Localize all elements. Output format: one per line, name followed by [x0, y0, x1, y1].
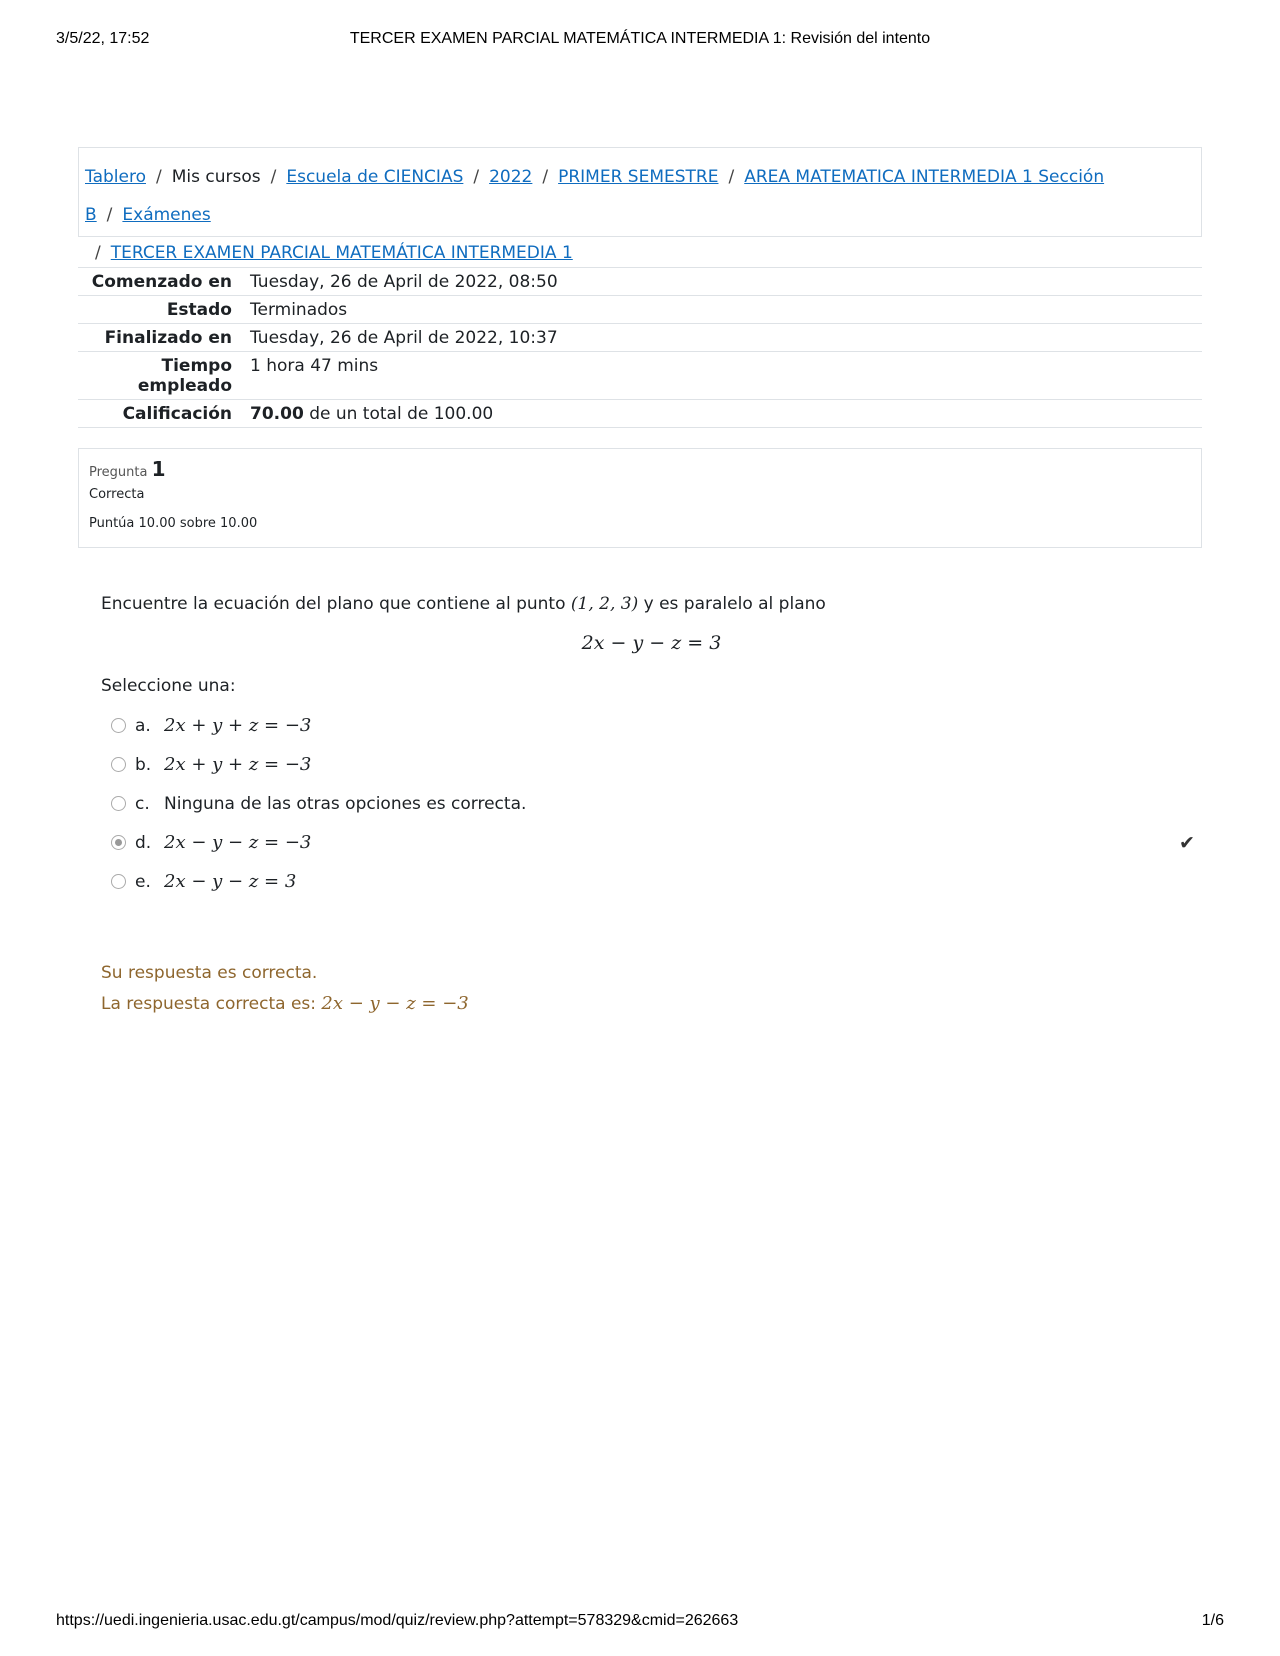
- answer-option-d[interactable]: [111, 823, 1202, 862]
- question-text-after: y es paralelo al plano: [643, 594, 826, 614]
- grade-value: [240, 400, 1202, 428]
- question-info-box: [78, 448, 1202, 548]
- feedback-right-answer: [101, 993, 1202, 1014]
- answer-letter: e.: [135, 871, 151, 892]
- summary-row-state: [78, 296, 1202, 324]
- attempt-summary-table: [78, 267, 1202, 428]
- time-value: 1 hora 47 mins: [250, 356, 379, 376]
- answer-option-e[interactable]: [111, 862, 1202, 901]
- check-icon: ✔: [1179, 831, 1195, 854]
- started-label: Comenzado en: [91, 272, 232, 292]
- summary-row-grade: [78, 400, 1202, 428]
- feedback-right-label: La respuesta correcta es:: [101, 994, 316, 1014]
- print-header: [56, 30, 1224, 54]
- breadcrumb-course[interactable]: AREA MATEMATICA INTERMEDIA 1 Sección B: [85, 167, 1105, 225]
- question-text-before: Encuentre la ecuación del plano que contiene al punto: [101, 594, 566, 614]
- finished-value: Tuesday, 26 de April de 2022, 10:37: [250, 328, 558, 348]
- breadcrumb-separator: /: [473, 167, 480, 187]
- grade-total: de un total de 100.00: [309, 404, 494, 424]
- feedback: [78, 963, 1202, 1014]
- state-value: Terminados: [250, 300, 348, 320]
- breadcrumb-examenes[interactable]: Exámenes: [122, 205, 211, 225]
- breadcrumb-separator: /: [728, 167, 735, 187]
- breadcrumb-quiz[interactable]: TERCER EXAMEN PARCIAL MATEMÁTICA INTERMEDIA 1: [110, 243, 573, 263]
- radio-e[interactable]: [111, 874, 126, 889]
- print-footer: [56, 1612, 1224, 1636]
- answer-letter: d.: [135, 832, 152, 853]
- answer-text: 2x − y − z = 3: [164, 871, 297, 892]
- question-state: Correcta: [89, 487, 145, 502]
- breadcrumb-tablero[interactable]: Tablero: [85, 167, 146, 187]
- grade-label: Calificación: [122, 404, 232, 424]
- time-label-line2: empleado: [137, 376, 232, 396]
- breadcrumb-escuela[interactable]: Escuela de CIENCIAS: [286, 167, 464, 187]
- time-label: [78, 352, 240, 400]
- feedback-right-value: 2x − y − z = −3: [321, 993, 469, 1014]
- question-text: [78, 594, 1202, 654]
- breadcrumb-semester[interactable]: PRIMER SEMESTRE: [558, 167, 719, 187]
- answer-text: 2x + y + z = −3: [164, 715, 312, 736]
- started-value: Tuesday, 26 de April de 2022, 08:50: [250, 272, 558, 292]
- answer-letter: a.: [135, 715, 151, 736]
- answer-option-a[interactable]: [111, 706, 1202, 745]
- answer-list: [78, 706, 1202, 901]
- breadcrumb-separator: /: [95, 243, 101, 263]
- question-grade: Puntúa 10.00 sobre 10.00: [89, 516, 258, 531]
- feedback-general: Su respuesta es correcta.: [101, 963, 318, 983]
- breadcrumb-separator: /: [155, 167, 162, 187]
- time-label-line1: Tiempo: [161, 356, 232, 376]
- breadcrumb-separator: /: [270, 167, 277, 187]
- print-title: TERCER EXAMEN PARCIAL MATEMÁTICA INTERMEDIA 1: Revisión del intento: [349, 30, 931, 47]
- page-counter: 1/6: [1201, 1612, 1224, 1629]
- question-plane-equation: 2x − y − z = 3: [581, 632, 722, 654]
- answer-option-b[interactable]: [111, 745, 1202, 784]
- print-url: https://uedi.ingenieria.usac.edu.gt/campus/mod/quiz/review.php?attempt=578329&cmid=262663: [56, 1612, 739, 1629]
- question-label: Pregunta: [89, 465, 148, 480]
- breadcrumb-mis-cursos: Mis cursos: [171, 167, 261, 187]
- breadcrumb-separator: /: [542, 167, 549, 187]
- breadcrumb-separator: /: [106, 205, 113, 225]
- print-date: 3/5/22, 17:52: [56, 30, 150, 47]
- question-number: 1: [151, 457, 166, 481]
- quiz-review-page: [78, 147, 1202, 1014]
- state-label: Estado: [166, 300, 232, 320]
- answer-letter: b.: [135, 754, 152, 775]
- answer-prompt: Seleccione una:: [101, 676, 236, 696]
- breadcrumb-year[interactable]: 2022: [489, 167, 533, 187]
- radio-a[interactable]: [111, 718, 126, 733]
- grade-score: 70.00: [250, 404, 304, 424]
- radio-b[interactable]: [111, 757, 126, 772]
- finished-label: Finalizado en: [104, 328, 232, 348]
- answer-text: 2x − y − z = −3: [164, 832, 312, 853]
- answer-option-c[interactable]: [111, 784, 1202, 823]
- summary-row-time: [78, 352, 1202, 400]
- answer-text: Ninguna de las otras opciones es correcta.: [164, 793, 527, 814]
- answer-text: 2x + y + z = −3: [164, 754, 312, 775]
- summary-row-finished: [78, 324, 1202, 352]
- question-point: (1, 2, 3): [570, 594, 639, 614]
- breadcrumb: [78, 147, 1202, 263]
- radio-d-selected[interactable]: [111, 835, 126, 850]
- radio-c[interactable]: [111, 796, 126, 811]
- answer-letter: c.: [135, 793, 150, 814]
